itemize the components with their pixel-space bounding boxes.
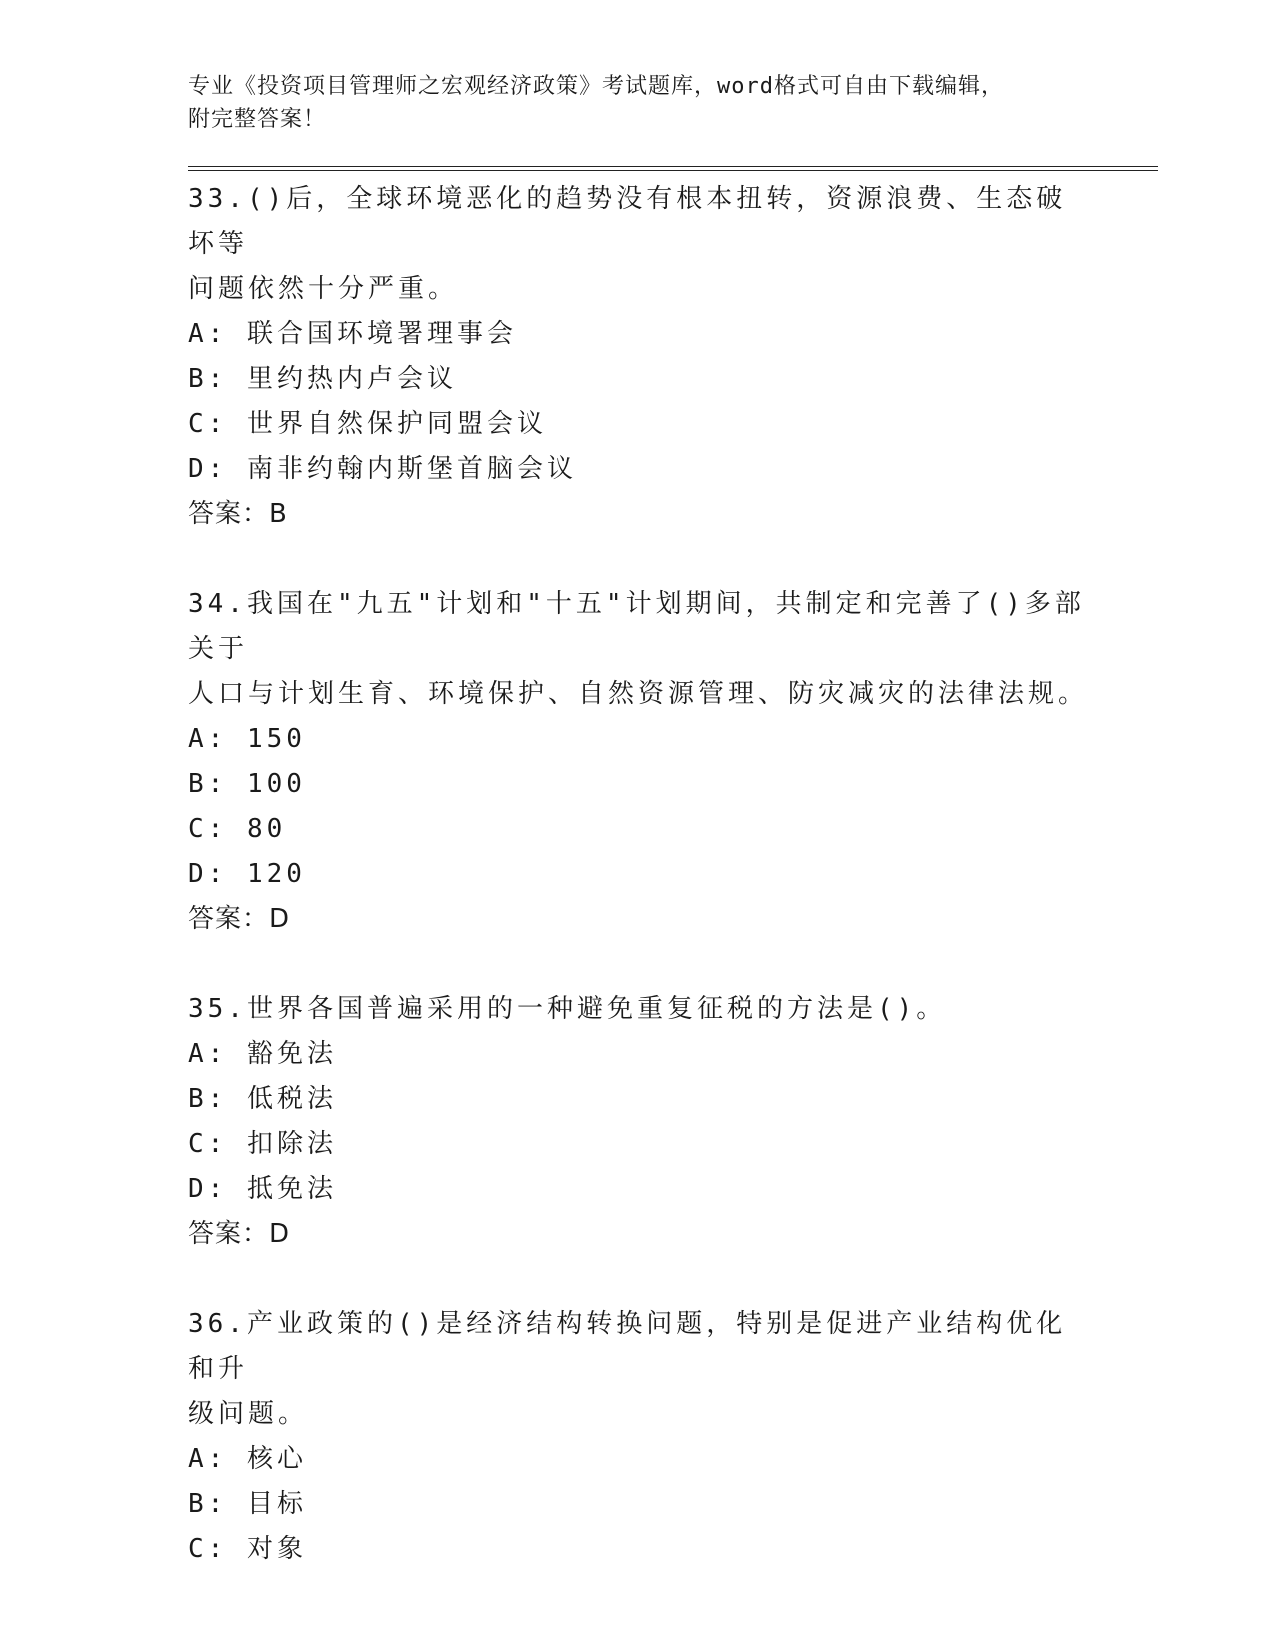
question-stem: 级问题。 [188, 1399, 309, 1429]
answer: 答案：D [188, 1219, 291, 1249]
option-b: B: 低税法 [188, 1084, 337, 1114]
answer: 答案：B [188, 499, 288, 529]
document-header-line-2: 附完整答案！ [188, 107, 327, 132]
option-d: D: 抵免法 [188, 1174, 337, 1204]
question-spacer [188, 942, 1158, 987]
question-35 [188, 987, 1158, 1257]
header-double-rule [188, 166, 1158, 171]
question-stem: 36.产业政策的()是经济结构转换问题，特别是促进产业结构优化和升 [188, 1309, 1067, 1384]
question-stem: 35.世界各国普遍采用的一种避免重复征税的方法是()。 [188, 994, 947, 1024]
option-c: C: 对象 [188, 1534, 307, 1564]
question-stem: 人口与计划生育、环境保护、自然资源管理、防灾减灾的法律法规。 [188, 679, 1089, 709]
option-c: C: 世界自然保护同盟会议 [188, 409, 547, 439]
question-spacer [188, 1257, 1158, 1302]
option-a: A: 核心 [188, 1444, 307, 1474]
option-b: B: 里约热内卢会议 [188, 364, 457, 394]
question-36 [188, 1302, 1158, 1572]
option-c: C: 扣除法 [188, 1129, 337, 1159]
option-d: D: 120 [188, 859, 306, 889]
option-b: B: 100 [188, 769, 306, 799]
document-header-line-1: 专业《投资项目管理师之宏观经济政策》考试题库，word格式可自由下载编辑， [188, 74, 1004, 99]
option-d: D: 南非约翰内斯堡首脑会议 [188, 454, 577, 484]
question-stem: 问题依然十分严重。 [188, 274, 459, 304]
answer: 答案：D [188, 904, 291, 934]
question-34 [188, 582, 1158, 942]
option-a: A: 联合国环境署理事会 [188, 319, 517, 349]
question-spacer [188, 537, 1158, 582]
option-a: A: 150 [188, 724, 306, 754]
question-33 [188, 177, 1158, 537]
option-c: C: 80 [188, 814, 287, 844]
document-page [188, 70, 1158, 1572]
question-stem: 33.()后，全球环境恶化的趋势没有根本扭转，资源浪费、生态破坏等 [188, 184, 1067, 259]
option-a: A: 豁免法 [188, 1039, 337, 1069]
question-stem: 34.我国在"九五"计划和"十五"计划期间，共制定和完善了()多部关于 [188, 589, 1085, 664]
option-b: B: 目标 [188, 1489, 307, 1519]
